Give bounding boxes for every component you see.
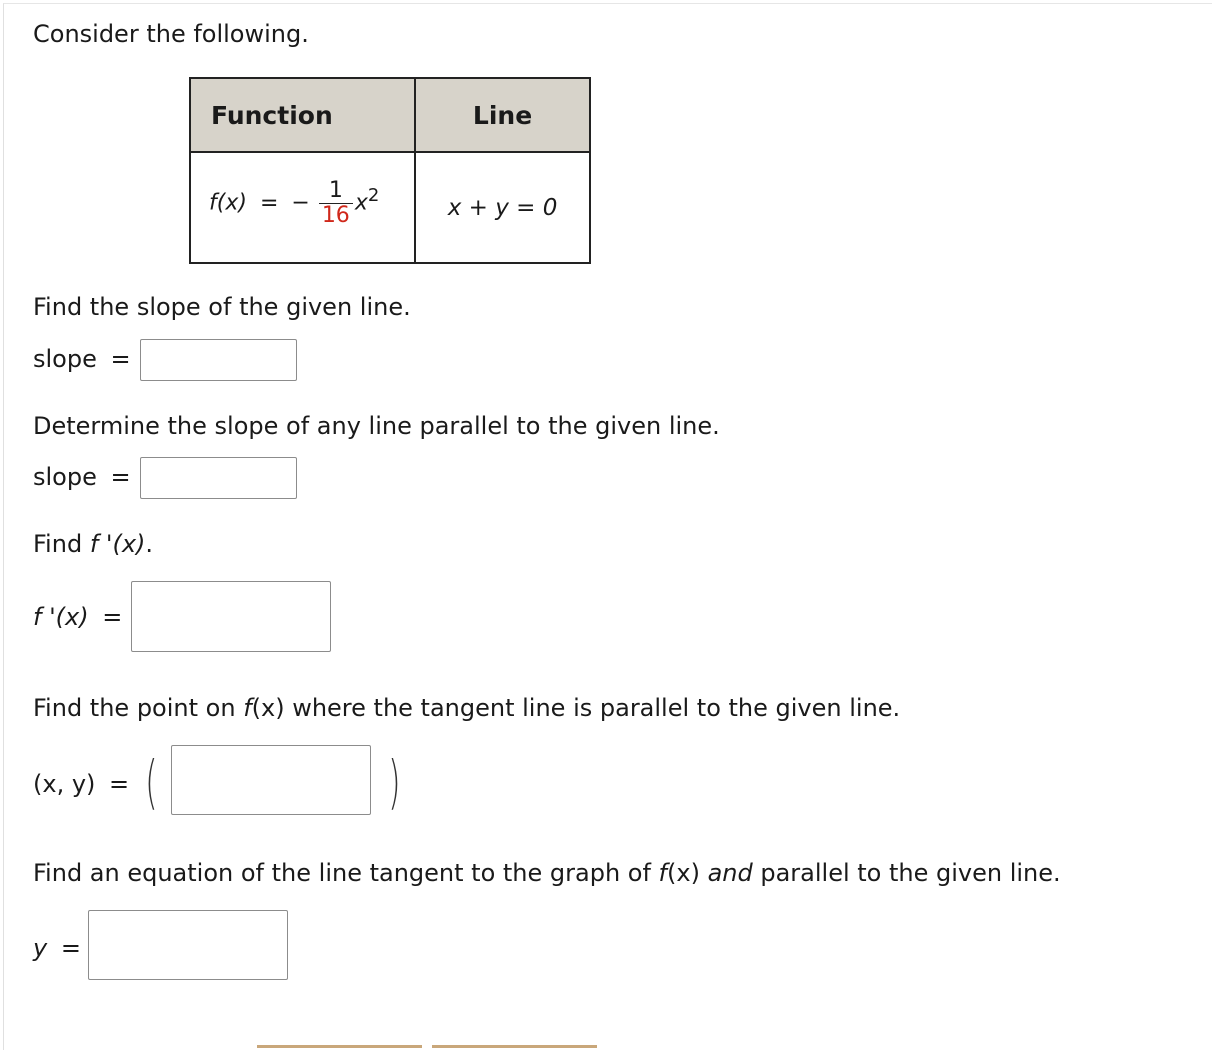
line-equation: x + y = 0: [447, 194, 558, 221]
function-lhs: f(x): [209, 190, 247, 216]
open-paren: (: [145, 748, 158, 816]
function-exponent: 2: [367, 185, 380, 207]
slope-input[interactable]: [140, 339, 297, 381]
secondary-button[interactable]: [432, 1045, 597, 1053]
function-line-table: [189, 77, 591, 264]
q3-prompt: Find f '(x).: [33, 530, 154, 558]
fraction-numerator: 1: [328, 178, 343, 203]
point-input[interactable]: [171, 745, 371, 815]
tangent-equation-input[interactable]: [88, 910, 288, 980]
function-equals: =: [259, 190, 279, 216]
q4-prompt: Find the point on f(x) where the tangent line is parallel to the given line.: [33, 694, 901, 722]
table-header-function: Function: [190, 78, 415, 152]
line-cell: [415, 152, 590, 263]
q3-label: f '(x) =: [33, 603, 123, 631]
q2-label: slope =: [33, 463, 131, 491]
derivative-input[interactable]: [131, 581, 331, 652]
submit-button[interactable]: [257, 1045, 422, 1053]
question-panel: [3, 3, 1212, 1050]
q5-label: y =: [33, 934, 81, 962]
function-cell: [190, 152, 415, 263]
minus-sign: −: [291, 190, 310, 216]
table-header-line: Line: [415, 78, 590, 152]
fraction-denominator: 16: [319, 203, 353, 228]
function-variable: x: [354, 190, 368, 216]
q1-prompt: Find the slope of the given line.: [33, 293, 411, 321]
intro-text: Consider the following.: [33, 20, 309, 48]
parallel-slope-input[interactable]: [140, 457, 297, 499]
q1-label: slope =: [33, 345, 131, 373]
close-paren: ): [388, 748, 401, 816]
q2-prompt: Determine the slope of any line parallel to the given line.: [33, 412, 720, 440]
q4-label: (x, y) =: [33, 770, 130, 798]
fraction: [319, 179, 353, 228]
q5-prompt: Find an equation of the line tangent to the graph of f(x) and parallel to the given line.: [33, 859, 1061, 887]
